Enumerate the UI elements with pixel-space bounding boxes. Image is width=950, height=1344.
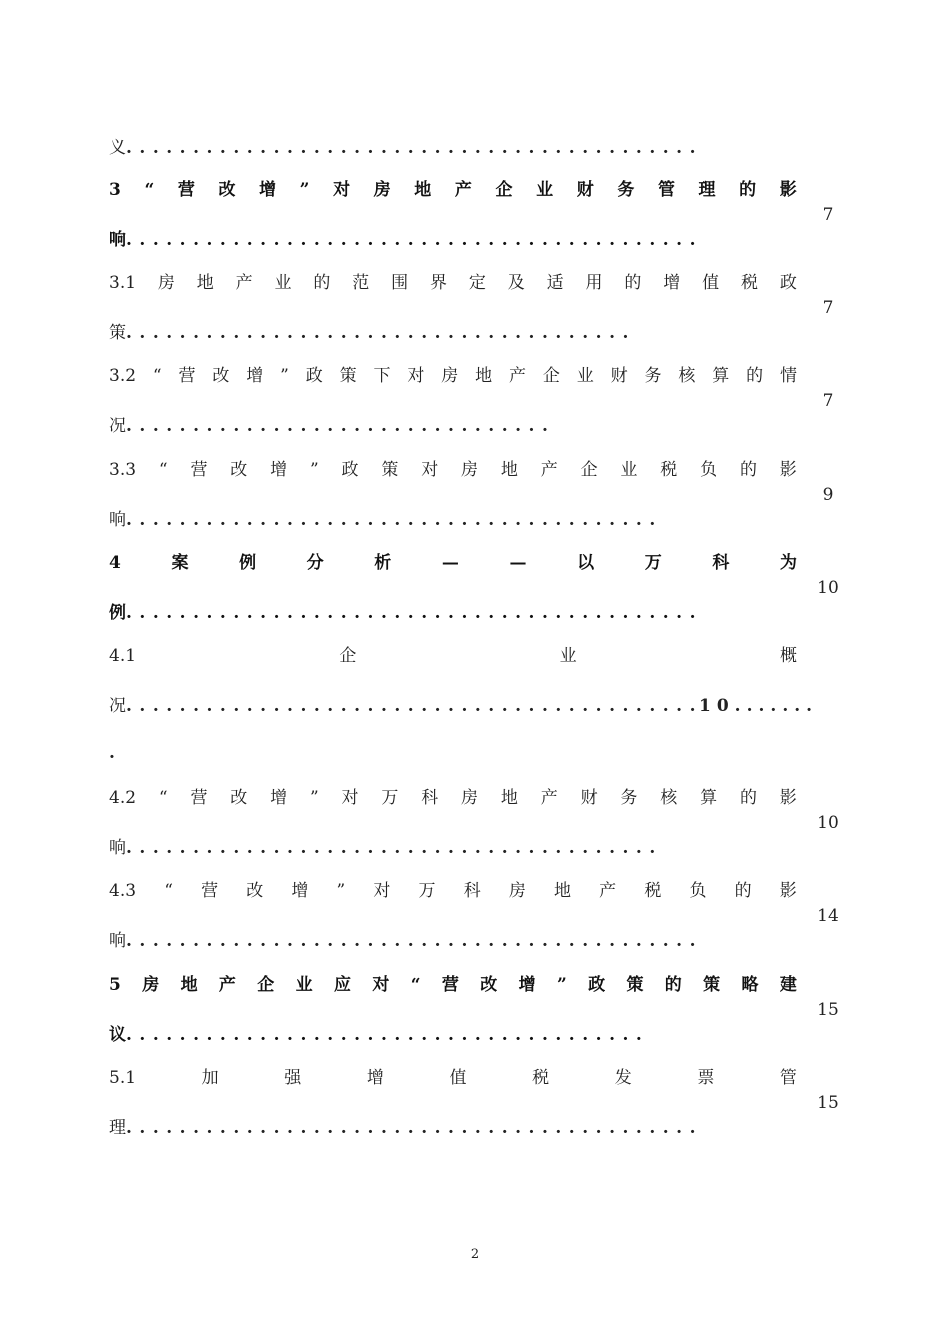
toc-entry-char: 地 bbox=[554, 881, 572, 901]
toc-entry-char: 管 bbox=[657, 180, 675, 200]
toc-entry-char: 理 bbox=[698, 180, 716, 200]
toc-entry-char: 的 bbox=[664, 975, 682, 995]
toc-entry-char: 政 bbox=[779, 273, 797, 293]
toc-entry-char: 策 bbox=[626, 975, 644, 995]
toc-entry-number: 5 bbox=[109, 975, 121, 995]
toc-entry-char: 影 bbox=[779, 881, 797, 901]
toc-entry-char: 万 bbox=[418, 881, 436, 901]
toc-entry-continuation-row bbox=[109, 929, 703, 953]
toc-entry-char: 务 bbox=[644, 366, 662, 386]
toc-page-number: 15 bbox=[817, 1093, 839, 1113]
toc-entry-char: 负 bbox=[689, 881, 707, 901]
toc-page-number: 15 bbox=[817, 1000, 839, 1020]
toc-entry-char: 房 bbox=[142, 975, 160, 995]
toc-entry-char: 房 bbox=[373, 180, 391, 200]
toc-entry-char: 科 bbox=[712, 553, 730, 573]
toc-entry-char: 财 bbox=[580, 788, 598, 808]
toc-page-number: 7 bbox=[822, 298, 834, 318]
toc-entry-char: 为 bbox=[779, 553, 797, 573]
toc-entry-char: — bbox=[441, 553, 459, 573]
toc-page-number: 7 bbox=[822, 205, 834, 225]
toc-entry-char: 增 bbox=[270, 460, 288, 480]
toc-entry-char: 定 bbox=[468, 273, 486, 293]
toc-entry-char: 科 bbox=[463, 881, 481, 901]
toc-entry-char: “ bbox=[158, 460, 168, 480]
toc-entry-char: 营 bbox=[177, 180, 195, 200]
toc-entry-char: 的 bbox=[746, 366, 764, 386]
toc-entry-char: 对 bbox=[421, 460, 439, 480]
toc-leader-dots: ........................................... bbox=[126, 696, 703, 716]
toc-entry-char: 政 bbox=[341, 460, 359, 480]
toc-entry-continuation-row bbox=[109, 694, 818, 718]
toc-entry-char: 用 bbox=[585, 273, 603, 293]
toc-entry-char: 值 bbox=[449, 1068, 467, 1088]
toc-entry-tail: 响 bbox=[109, 230, 126, 250]
toc-entry-char: 业 bbox=[559, 646, 577, 666]
toc-entry-char: 务 bbox=[617, 180, 635, 200]
toc-entry-char: 增 bbox=[270, 788, 288, 808]
toc-entry-char: 略 bbox=[741, 975, 759, 995]
toc-page-with-dots: 10....... bbox=[699, 696, 819, 716]
toc-entry-char: 的 bbox=[313, 273, 331, 293]
toc-entry-char: 产 bbox=[599, 881, 617, 901]
toc-entry-char: 增 bbox=[518, 975, 536, 995]
toc-entry-char: 地 bbox=[475, 366, 493, 386]
toc-entry-char: ” bbox=[556, 975, 567, 995]
toc-entry-char: 增 bbox=[366, 1068, 384, 1088]
toc-entry-char: 适 bbox=[546, 273, 564, 293]
toc-entry-char: “ bbox=[144, 180, 155, 200]
toc-leader-dots: ........................................... bbox=[126, 230, 703, 250]
toc-entry-number: 5.1 bbox=[109, 1068, 137, 1088]
toc-entry-char: 企 bbox=[257, 975, 275, 995]
toc-entry-char: 改 bbox=[230, 788, 248, 808]
toc-entry-char: 影 bbox=[779, 180, 797, 200]
toc-entry-char: 务 bbox=[620, 788, 638, 808]
toc-entry-char: 房 bbox=[461, 460, 479, 480]
toc-entry-number: 3.1 bbox=[109, 273, 137, 293]
toc-entry-char: 财 bbox=[576, 180, 594, 200]
toc-entry-continuation-row bbox=[109, 321, 636, 345]
toc-entry-title-row bbox=[109, 786, 797, 810]
toc-entry-number: 3.2 bbox=[109, 366, 137, 386]
toc-entry-char: 的 bbox=[739, 180, 757, 200]
toc-entry-char: 票 bbox=[697, 1068, 715, 1088]
toc-entry-continuation-row bbox=[109, 1023, 649, 1047]
page-number-footer: 2 bbox=[470, 1247, 480, 1262]
toc-entry-tail: 响 bbox=[109, 838, 126, 858]
toc-entry-tail: 况 bbox=[109, 416, 126, 436]
toc-entry-tail: 响 bbox=[109, 931, 126, 951]
toc-entry-char: 值 bbox=[702, 273, 720, 293]
toc-leader-dots: ........................................... bbox=[126, 931, 703, 951]
toc-page-number: 9 bbox=[822, 485, 834, 505]
toc-entry-char: 业 bbox=[576, 366, 594, 386]
toc-entry-char: 改 bbox=[218, 180, 236, 200]
toc-entry-char: 改 bbox=[480, 975, 498, 995]
toc-entry-char: 影 bbox=[779, 460, 797, 480]
toc-page-number: 10 bbox=[817, 813, 839, 833]
toc-page-number: 10 bbox=[817, 578, 839, 598]
toc-entry-char: 算 bbox=[700, 788, 718, 808]
toc-entry-char: 建 bbox=[779, 975, 797, 995]
toc-entry-title-row bbox=[109, 178, 797, 202]
toc-entry-char: 情 bbox=[779, 366, 797, 386]
toc-entry-char: “ bbox=[152, 366, 162, 386]
toc-leader-dots: ........................................... bbox=[126, 138, 703, 158]
toc-entry-char: 产 bbox=[540, 788, 558, 808]
toc-entry-number: 4.1 bbox=[109, 646, 137, 666]
toc-entry-char: 增 bbox=[259, 180, 277, 200]
toc-entry-char: 地 bbox=[180, 975, 198, 995]
toc-entry-char: 营 bbox=[190, 788, 208, 808]
toc-entry-char: 营 bbox=[441, 975, 459, 995]
toc-entry-char: 增 bbox=[246, 366, 264, 386]
toc-leader-dots: ........................................... bbox=[126, 603, 703, 623]
toc-entry-char: 地 bbox=[500, 460, 518, 480]
toc-entry-char: 房 bbox=[157, 273, 175, 293]
toc-entry-char: 产 bbox=[218, 975, 236, 995]
toc-entry-char: 对 bbox=[333, 180, 351, 200]
toc-entry-char: 的 bbox=[624, 273, 642, 293]
toc-leader-dots: ................................ bbox=[126, 416, 556, 436]
toc-entry-char: 税 bbox=[741, 273, 759, 293]
toc-entry-char: 下 bbox=[373, 366, 391, 386]
toc-entry-char: 改 bbox=[246, 881, 264, 901]
toc-leader-dots: ........................................... bbox=[126, 1118, 703, 1138]
toc-entry-number: 3 bbox=[109, 180, 121, 200]
toc-entry-char: 围 bbox=[391, 273, 409, 293]
toc-entry-char: 核 bbox=[678, 366, 696, 386]
toc-entry-tail: 义 bbox=[109, 138, 126, 158]
toc-entry-char: 万 bbox=[644, 553, 662, 573]
toc-entry-char: 营 bbox=[190, 460, 208, 480]
toc-entry-continuation-row bbox=[109, 508, 663, 532]
toc-entry-char: 范 bbox=[352, 273, 370, 293]
toc-entry-number: 4.3 bbox=[109, 881, 137, 901]
toc-entry-char: 发 bbox=[614, 1068, 632, 1088]
toc-page-number: 14 bbox=[817, 906, 839, 926]
toc-continuation-line bbox=[109, 741, 122, 765]
toc-entry-tail: 策 bbox=[109, 323, 126, 343]
toc-entry-char: 加 bbox=[201, 1068, 219, 1088]
toc-entry-char: 策 bbox=[381, 460, 399, 480]
toc-entry-char: 产 bbox=[235, 273, 253, 293]
toc-entry-char: 业 bbox=[536, 180, 554, 200]
toc-entry-char: 以 bbox=[577, 553, 595, 573]
toc-entry-tail: 议 bbox=[109, 1025, 126, 1045]
toc-entry-char: “ bbox=[158, 788, 168, 808]
toc-entry-char: 地 bbox=[196, 273, 214, 293]
toc-entry-title-row bbox=[109, 973, 797, 997]
toc-leader-dots: ........................................ bbox=[126, 838, 663, 858]
toc-entry-char: ” bbox=[280, 366, 289, 386]
toc-entry-char: 税 bbox=[660, 460, 678, 480]
toc-entry-char: 析 bbox=[374, 553, 392, 573]
toc-entry-char: 地 bbox=[414, 180, 432, 200]
toc-entry-char: 产 bbox=[454, 180, 472, 200]
toc-entry-number: 4 bbox=[109, 553, 121, 573]
toc-entry-char: 政 bbox=[588, 975, 606, 995]
toc-entry-title-row bbox=[109, 364, 797, 388]
toc-entry-char: ” bbox=[336, 881, 346, 901]
toc-entry-tail: 况 bbox=[109, 696, 126, 716]
toc-entry-char: 影 bbox=[779, 788, 797, 808]
toc-entry-continuation-row bbox=[109, 1116, 703, 1140]
toc-entry-char: 及 bbox=[507, 273, 525, 293]
toc-entry-char: 对 bbox=[407, 366, 425, 386]
toc-entry-char: 增 bbox=[663, 273, 681, 293]
toc-entry-char: 界 bbox=[430, 273, 448, 293]
toc-entry-char: “ bbox=[410, 975, 421, 995]
toc-entry-tail: 理 bbox=[109, 1118, 126, 1138]
toc-entry-char: 的 bbox=[739, 460, 757, 480]
toc-entry-number: 3.3 bbox=[109, 460, 137, 480]
toc-entry-char: 的 bbox=[739, 788, 757, 808]
toc-entry-char: 业 bbox=[295, 975, 313, 995]
toc-entry-char: 案 bbox=[171, 553, 189, 573]
toc-entry-char: 管 bbox=[779, 1068, 797, 1088]
toc-entry-char: 政 bbox=[305, 366, 323, 386]
toc-entry-char: 对 bbox=[341, 788, 359, 808]
toc-entry-char: 业 bbox=[620, 460, 638, 480]
toc-entry-continuation-row bbox=[109, 414, 555, 438]
toc-entry-char: ” bbox=[309, 460, 319, 480]
toc-entry-continuation-row bbox=[109, 601, 703, 625]
toc-entry-char: 科 bbox=[421, 788, 439, 808]
toc-entry-char: 产 bbox=[508, 366, 526, 386]
toc-entry-char: 税 bbox=[644, 881, 662, 901]
toc-entry-char: 算 bbox=[712, 366, 730, 386]
toc-leader-dots: . bbox=[109, 743, 123, 763]
toc-entry-char: 企 bbox=[542, 366, 560, 386]
toc-entry-char: 核 bbox=[660, 788, 678, 808]
toc-leader-dots: ....................................... bbox=[126, 1025, 650, 1045]
toc-entry-char: 策 bbox=[339, 366, 357, 386]
toc-entry-char: 企 bbox=[339, 646, 357, 666]
toc-entry-continuation-row bbox=[109, 228, 703, 252]
toc-entry-char: 税 bbox=[532, 1068, 550, 1088]
toc-entry-char: 房 bbox=[508, 881, 526, 901]
toc-entry-char: 业 bbox=[274, 273, 292, 293]
toc-page-number: 7 bbox=[822, 391, 834, 411]
toc-entry-char: 房 bbox=[441, 366, 459, 386]
toc-entry-continuation-row bbox=[109, 836, 663, 860]
toc-entry-char: 改 bbox=[212, 366, 230, 386]
toc-entry-char: “ bbox=[164, 881, 173, 901]
toc-leader-dots: ........................................ bbox=[126, 510, 663, 530]
toc-entry-char: 营 bbox=[178, 366, 196, 386]
toc-entry-char: 例 bbox=[239, 553, 257, 573]
toc-entry-char: 应 bbox=[334, 975, 351, 995]
toc-entry-char: 营 bbox=[201, 881, 219, 901]
toc-entry-char: 企 bbox=[580, 460, 598, 480]
toc-entry-char: 强 bbox=[284, 1068, 302, 1088]
toc-entry-char: ” bbox=[309, 788, 319, 808]
toc-entry-char: ” bbox=[299, 180, 310, 200]
toc-entry-char: 策 bbox=[703, 975, 721, 995]
toc-entry-char: 对 bbox=[372, 975, 390, 995]
toc-entry-char: 概 bbox=[779, 646, 797, 666]
toc-continuation-line bbox=[109, 136, 703, 160]
toc-entry-char: 财 bbox=[610, 366, 628, 386]
toc-entry-number: 4.2 bbox=[109, 788, 137, 808]
toc-entry-title-row bbox=[109, 879, 797, 903]
toc-entry-char: 改 bbox=[230, 460, 248, 480]
toc-entry-char: 对 bbox=[373, 881, 391, 901]
toc-entry-char: 企 bbox=[495, 180, 513, 200]
toc-entry-title-row bbox=[109, 1066, 797, 1090]
toc-entry-char: 增 bbox=[291, 881, 309, 901]
toc-leader-dots: ...................................... bbox=[126, 323, 636, 343]
toc-entry-title-row bbox=[109, 551, 797, 575]
toc-entry-title-row bbox=[109, 458, 797, 482]
toc-entry-char: 的 bbox=[734, 881, 752, 901]
toc-entry-char: — bbox=[509, 553, 527, 573]
toc-entry-char: 房 bbox=[461, 788, 479, 808]
toc-entry-char: 分 bbox=[306, 553, 324, 573]
toc-entry-title-row bbox=[109, 644, 797, 668]
toc-entry-char: 产 bbox=[540, 460, 558, 480]
toc-entry-char: 万 bbox=[381, 788, 399, 808]
toc-entry-char: 地 bbox=[500, 788, 518, 808]
toc-entry-tail: 响 bbox=[109, 510, 126, 530]
toc-entry-tail: 例 bbox=[109, 603, 126, 623]
toc-entry-char: 负 bbox=[700, 460, 718, 480]
toc-entry-title-row bbox=[109, 271, 797, 295]
